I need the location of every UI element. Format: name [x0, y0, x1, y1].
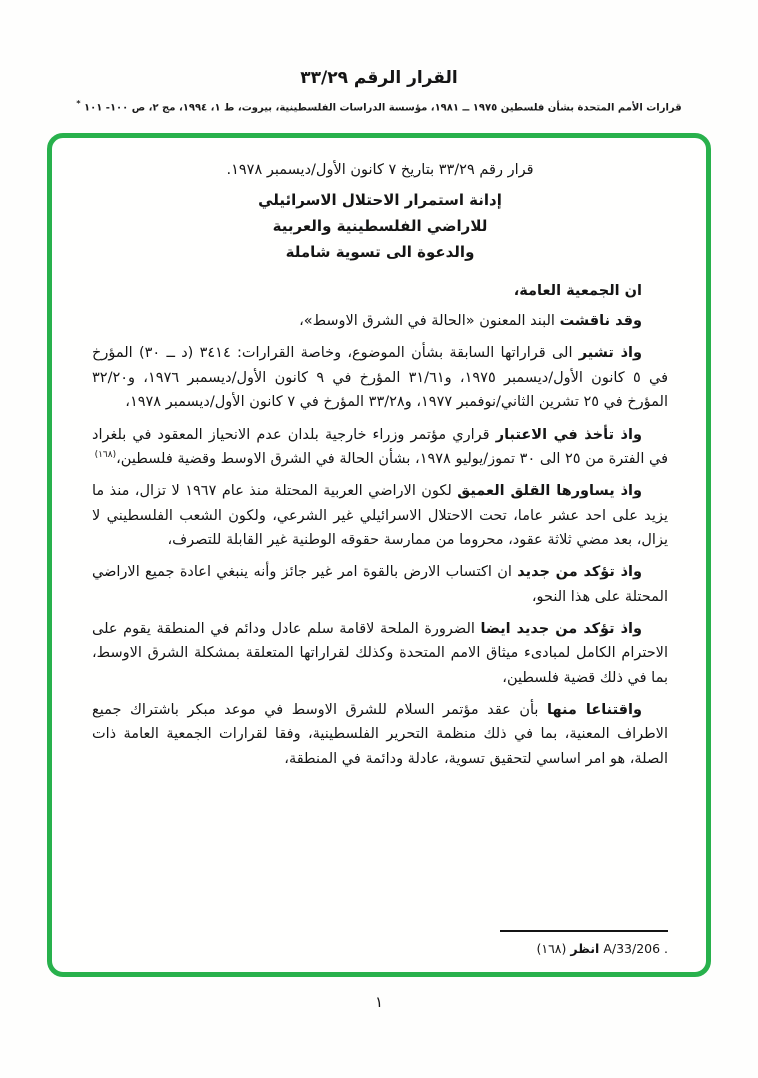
resolution-heading-line: للاراضي الفلسطينية والعربية: [272, 217, 488, 236]
resolution-heading-line: والدعوة الى تسوية شاملة: [285, 242, 475, 261]
preamble-paragraph: [92, 617, 668, 690]
document-header: [0, 0, 758, 113]
paragraph-text: ان اكتساب الارض بالقوة امر غير جائز وأنه ينبغي اعادة جميع الاراضي المحتلة على هذا النحو،: [92, 564, 668, 605]
paragraph-lead: واذ تأخذ في الاعتبار: [495, 426, 642, 443]
preamble-paragraph: [92, 560, 668, 609]
paragraph-lead: واذ تؤكد من جديد ايضا: [480, 621, 643, 638]
footnote-text: [92, 941, 668, 956]
paragraph-lead: واقتناعا منها: [547, 702, 642, 719]
paragraph-lead: واذ تشير: [578, 345, 642, 362]
footnote-marker: (١٦٨): [536, 941, 567, 957]
paragraph-text: الضرورة الملحة لاقامة سلم عادل ودائم في المنطقة يقوم على الاحترام الكامل لمبادىء ميثاق الامم المتحدة وكذلك لقراراتها المتعلقة بمشكلة الشرق الاوسط، بما في ذلك قضية فلسطين،: [92, 621, 668, 686]
preamble-paragraph: [92, 341, 668, 414]
footnote-block: [92, 930, 668, 956]
preamble-paragraph: [92, 423, 668, 472]
paragraph-lead: واذ تؤكد من جديد: [517, 564, 642, 581]
footnote-label: انظر: [570, 941, 600, 957]
paragraph-text: الى قراراتها السابقة بشأن الموضوع، وخاصة القرارات: ٣٤١٤ (د ــ ٣٠) المؤرخ في ٥ كانون الأول/ديسمبر ١٩٧٥، و٣١/٦١ المؤرخ في ٩ كانون الأول/ديسمبر ١٩٧٦، و٣٢/٢٠ المؤرخ في ٢٥ تشرين الثاني/نوفمبر ١٩٧٧، و٣٣/٢٨ المؤرخ في ٧ كانون الأول/ديسمبر ١٩٧٨،: [92, 345, 669, 411]
source-citation: [0, 99, 758, 113]
paragraph-lead: وقد ناقشت: [559, 313, 642, 330]
preamble-paragraph: [92, 698, 668, 771]
footnote-marker-inline: (١٦٨): [94, 450, 117, 461]
paragraph-lead: واذ يساورها القلق العميق: [457, 483, 642, 500]
paragraph-text: بأن عقد مؤتمر السلام للشرق الاوسط في موعد مبكر باشتراك جميع الاطراف المعنية، بما في ذلك منظمة التحرير الفلسطينية، وفقا لقرارات الجمعية العامة ذات الصلة، هو امر اساسي لتحقيق تسوية، عادلة ودائمة في المنطقة،: [92, 702, 668, 767]
resolution-number-date: قرار رقم ٣٣/٢٩ بتاريخ ٧ كانون الأول/ديسمبر ١٩٧٨.: [226, 162, 534, 179]
paragraph-text: قراري مؤتمر وزراء خارجية بلدان عدم الانحياز المعقود في بلغراد في الفترة من ٢٥ الى ٣٠ تموز/يوليو ١٩٧٨، بشأن الحالة في الشرق الاوسط وقضية فلسطين،: [92, 426, 668, 467]
preamble-paragraph: [92, 479, 668, 552]
resolution-heading-line: إدانة استمرار الاحتلال الاسرائيلي: [258, 191, 502, 210]
footnote-divider: [500, 930, 668, 932]
paragraph-text: البند المعنون «الحالة في الشرق الاوسط»،: [299, 313, 560, 330]
resolution-heading: [92, 188, 668, 265]
source-footnote-star: *: [76, 99, 81, 108]
footnote-reference: A/33/206 .: [603, 941, 668, 957]
source-citation-text: قرارات الأمم المتحدة بشأن فلسطين ١٩٧٥ ــ ١٩٨١، مؤسسة الدراسات الفلسطينية، بيروت، ط ١، ١٩٩٤، مج ٢، ص ١٠٠- ١٠١: [83, 102, 682, 114]
preamble-paragraph: [92, 309, 668, 333]
page-number: ١: [374, 993, 384, 1012]
preamble-opening: ان الجمعية العامة،: [513, 282, 642, 299]
resolution-title: القرار الرقم ٣٣/٢٩: [300, 68, 458, 88]
paragraph-text: لكون الاراضي العربية المحتلة منذ عام ١٩٦٧ لا تزال، منذ ما يزيد على احد عشر عاما، تحت الاحتلال الاسرائيلي غير الشرعي، ولكون الشعب الفلسطيني لا يزال، بعد مضي ثلاثة عقود، محروما من ممارسة حقوقه الوطنية غير القابلة للتصرف،: [92, 483, 668, 548]
resolution-border-box: [47, 133, 711, 977]
